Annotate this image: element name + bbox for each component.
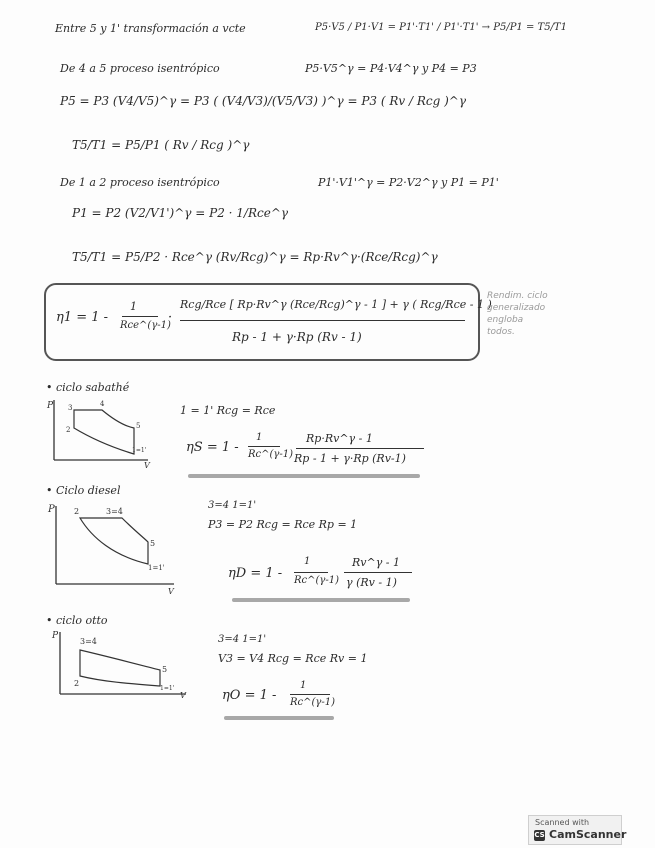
eta1-numerator: Rcg/Rce [ Rp·Rv^γ (Rce/Rcg)^γ - 1 ] + γ ( Rcg/Rce - 1 ): [180, 298, 492, 311]
sabathe-num: Rp·Rv^γ - 1: [306, 432, 373, 445]
diesel-f1-den: Rc^(γ-1): [294, 575, 340, 586]
otto-cycle-path: [80, 650, 160, 686]
sabathe-f1-num: 1: [256, 432, 263, 443]
otto-f1-den: Rc^(γ-1): [290, 697, 336, 708]
sabathe-main-bar: [296, 448, 424, 449]
diesel-pt-1: 1=1': [148, 564, 165, 572]
diesel-f1-num: 1: [304, 556, 311, 567]
otto-pt-5: 5: [162, 665, 168, 674]
side-note-line-4: todos.: [487, 327, 515, 337]
sabathe-pt-3: 3: [68, 404, 73, 412]
side-note-line-3: engloba: [487, 315, 524, 325]
text-transformation-vcte: Entre 5 y 1' transformación a vcte: [55, 22, 246, 35]
diesel-den: γ (Rv - 1): [346, 576, 397, 589]
sabathe-cycle-path: [74, 410, 134, 454]
diesel-f1-bar: [294, 572, 328, 573]
diesel-main-bar: [344, 572, 412, 573]
sabathe-conditions: 1 = 1' Rcg = Rce: [180, 404, 276, 417]
text-isentropic-4-5: De 4 a 5 proceso isentrópico: [60, 62, 220, 75]
otto-cond1: 3=4 1=1': [218, 634, 267, 645]
eta1-frac1-den: Rce^(γ-1): [120, 320, 171, 331]
camscanner-logo-icon: CS: [534, 831, 545, 839]
diesel-pt-5: 5: [150, 539, 156, 548]
sabathe-den: Rp - 1 + γ·Rp (Rv-1): [294, 452, 406, 465]
otto-pt-34: 3=4: [80, 637, 97, 646]
eta1-dot: ·: [168, 310, 173, 325]
sabathe-pt-2: 2: [66, 426, 71, 434]
diesel-pt-2: 2: [74, 507, 80, 516]
side-note-line-1: Rendim. ciclo: [487, 291, 548, 301]
stamp-line-1: Scanned with: [535, 818, 590, 827]
sabathe-title: • ciclo sabathé: [46, 381, 130, 394]
diesel-label-v: V: [168, 587, 174, 596]
sabathe-f1-bar: [248, 446, 280, 447]
diesel-pt-34: 3=4: [106, 507, 123, 516]
text-isentropic-1-2: De 1 a 2 proceso isentrópico: [60, 176, 220, 189]
sabathe-lhs: ηS = 1 -: [186, 440, 239, 455]
diesel-cond1: 3=4 1=1': [208, 500, 257, 511]
otto-pt-2: 2: [74, 679, 80, 688]
otto-label-p: P: [52, 631, 59, 641]
otto-cond2: V3 = V4 Rcg = Rce Rv = 1: [218, 652, 368, 665]
otto-label-v: V: [180, 691, 186, 700]
diesel-num: Rv^γ - 1: [352, 556, 400, 569]
eq-vcte: P5·V5 / P1·V1 = P1'·T1' / P1'·T1' → P5/P1 = T5/T1: [315, 22, 567, 33]
eta1-frac1-num: 1: [130, 300, 137, 313]
stamp-line-2: CamScanner: [549, 828, 627, 841]
eq-isentropic-4-5: P5·V5^γ = P4·V4^γ y P4 = P3: [305, 62, 477, 75]
eq-p5: P5 = P3 (V4/V5)^γ = P3 ( (V4/V3)/(V5/V3) )^γ = P3 ( Rv / Rcg )^γ: [60, 94, 466, 108]
sabathe-pt-5: 5: [136, 422, 141, 430]
otto-title: • ciclo otto: [46, 614, 108, 627]
eta1-main-bar: [180, 320, 465, 321]
diesel-label-p: P: [48, 504, 55, 515]
sabathe-pv-diagram: [44, 396, 156, 468]
diesel-pv-diagram: [44, 500, 180, 596]
otto-pv-diagram: [44, 628, 192, 700]
otto-underline: [224, 716, 334, 720]
general-efficiency-box: [44, 283, 480, 361]
sabathe-f1-den: Rc^(γ-1): [248, 449, 294, 460]
side-note: [487, 290, 548, 338]
sabathe-pt-4: 4: [100, 400, 105, 408]
sabathe-label-p: P: [47, 401, 54, 411]
eta1-lhs: η1 = 1 -: [56, 310, 109, 325]
diesel-lhs: ηD = 1 -: [228, 566, 283, 581]
eta1-denominator: Rp - 1 + γ·Rp (Rv - 1): [232, 330, 362, 344]
eta1-frac1-bar: [122, 316, 158, 317]
otto-lhs: ηO = 1 -: [222, 688, 277, 703]
eq-isentropic-1-2: P1'·V1'^γ = P2·V2^γ y P1 = P1': [318, 176, 499, 189]
diesel-cycle-path: [80, 518, 148, 564]
sabathe-pt-1: 1=1': [132, 447, 147, 454]
eq-p1: P1 = P2 (V2/V1')^γ = P2 · 1/Rce^γ: [72, 206, 289, 220]
camscanner-stamp: [528, 815, 627, 845]
side-note-line-2: generalizado: [487, 303, 546, 313]
eq-t5-t1-b: T5/T1 = P5/P2 · Rce^γ (Rv/Rcg)^γ = Rp·Rv^γ·(Rce/Rcg)^γ: [72, 250, 438, 264]
otto-f1-bar: [290, 694, 330, 695]
sabathe-underline: [188, 474, 420, 478]
otto-f1-num: 1: [300, 680, 307, 691]
diesel-cond2: P3 = P2 Rcg = Rce Rp = 1: [208, 518, 358, 531]
diesel-underline: [232, 598, 410, 602]
diesel-title: • Ciclo diesel: [46, 484, 121, 497]
otto-pt-1: 1=1': [160, 685, 175, 692]
sabathe-label-v: V: [144, 461, 150, 468]
eq-t5-t1-a: T5/T1 = P5/P1 ( Rv / Rcg )^γ: [72, 138, 250, 152]
